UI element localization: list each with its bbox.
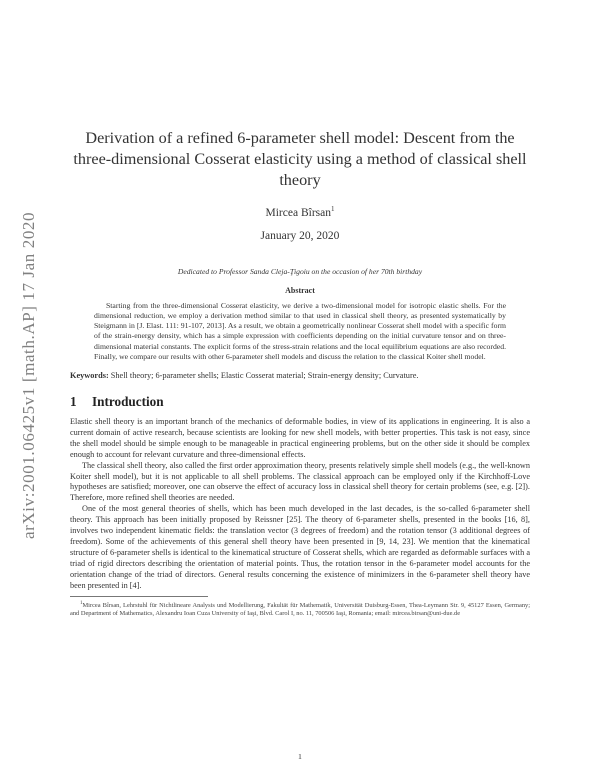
section-heading: [70, 394, 530, 410]
keywords: [70, 371, 530, 380]
paper-title: Derivation of a refined 6-parameter shell model: Descent from the three-dimensional Cosserat elasticity using a method of classical shell theory: [73, 129, 527, 189]
paper-date: January 20, 2020: [260, 229, 340, 242]
footnote-text: Mircea Bîrsan, Lehrstuhl für Nichtlineare Analysis und Modellierung, Fakultät für Mathematik, Universität Duisburg-Essen, Thea-Leymann Str. 9, 45127 Essen, Germany; and Department of Mathematics, Alexandru Ioan Cuza University of Iaşi, Blvd. Carol I, no. 11, 700506 Iaşi, Romania; email: mircea.birsan@uni-due.de: [70, 601, 530, 618]
arxiv-identifier: arXiv:2001.06425v1 [math.AP] 17 Jan 2020: [19, 211, 38, 539]
keywords-text: Shell theory; 6-parameter shells; Elastic Cosserat material; Strain-energy density; Curvature.: [110, 371, 419, 381]
section-title: Introduction: [92, 394, 164, 410]
page-number: 1: [298, 752, 302, 761]
paragraph: The classical shell theory, also called the first order approximation theory, presents relatively simple shell models (e.g., the well-known Koiter shell model), but it is not applicable to all shell problems. The classical approach can be employed only if the Kirchhoff-Love hypotheses are satisfied; moreover, one can observe the effect of accuracy loss in classical shell theory for certain problems (see, e.g. [2]). Therefore, more refined shell theories are needed.: [70, 460, 530, 503]
author-footnote-mark: 1: [330, 205, 335, 213]
abstract-text: Starting from the three-dimensional Cosserat elasticity, we derive a two-dimensional model for isotropic elastic shells. For the dimensional reduction, we employ a derivation method similar to that used in classical shell theory, as presented systematically by Steigmann in [J. Elast. 111: 91-107, 2013]. As a result, we obtain a geometrically nonlinear Cosserat shell model with a specific form of the strain-energy density, which has a simple expression with coefficients depending on the initial curvature tensor and on three-dimensional material constants. The explicit forms of the stress-strain relations and the local equilibrium equations are also recorded. Finally, we compare our results with other 6-parameter shell models and discuss the relation to the classical Koiter shell model.: [94, 300, 506, 361]
footnote: [70, 600, 530, 620]
section-number: 1: [70, 394, 77, 410]
footnote-mark: 1: [80, 600, 83, 606]
keywords-label: Keywords:: [70, 371, 109, 381]
author-name: Mircea Bîrsan: [265, 206, 331, 219]
paragraph: Elastic shell theory is an important branch of the mechanics of deformable bodies, in view of its applications in engineering. It is also a current domain of active research, because scientists are looking for new shell models, with better properties. This task is not easy, since the shell model should be simple enough to be manageable in practical engineering problems, but on the other side it should be complex enough to account for relevant curvature and three-dimensional effects.: [70, 417, 530, 459]
paragraph: One of the most general theories of shells, which has been much developed in the last decades, is the so-called 6-parameter shell theory. This approach has been initially proposed by Reissner [25]. The theory of 6-parameter shells, presented in the books [16, 8], involves two independent kinematic fields: the translation vector (3 degrees of freedom) and the rotation tensor (3 additional degrees of freedom). Some of the achievements of this general shell theory have been presented in [9, 14, 23]. We mention that the kinematical structure of 6-parameter shells is identical to the kinematical structure of Cosserat shells, which are regarded as deformable surfaces with a triad of rigid directors describing the orientation of material points. Thus, the rotation tensor in the 6-parameter model accounts for the orientation change of the triad of directors. General results concerning the existence of minimizers in the 6-parameter shell theory have been presented in [4].: [70, 504, 530, 590]
paper-page: [70, 0, 530, 626]
author-line: [70, 205, 530, 219]
footnote-divider: [70, 596, 208, 597]
abstract-heading: Abstract: [285, 285, 315, 295]
dedication: Dedicated to Professor Sanda Cleja-Ţigoiu on the occasion of her 70th birthday: [177, 266, 423, 276]
